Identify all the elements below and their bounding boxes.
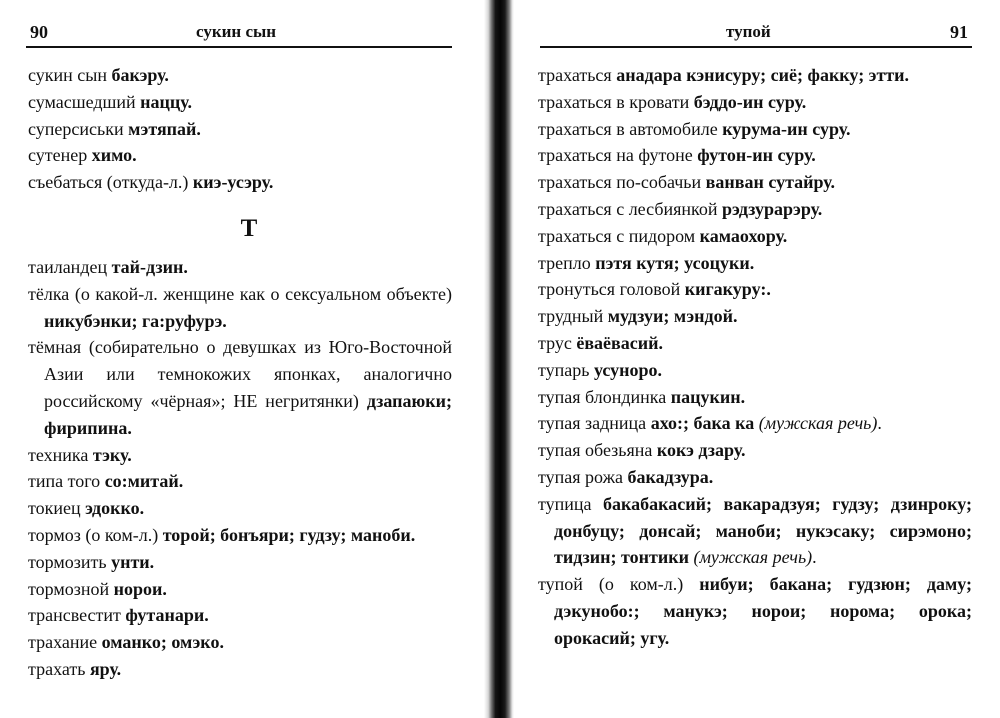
page-number: 91 [950, 22, 968, 42]
entry-term: суперсиськи [28, 118, 129, 139]
dictionary-entry [538, 437, 972, 464]
entry-translation: дзапаюки; фирипина. [44, 390, 452, 438]
dictionary-entry [28, 629, 452, 656]
dictionary-entry [28, 62, 452, 89]
dictionary-entry [28, 142, 452, 169]
entry-tail: . [812, 547, 817, 568]
entry-translation: бакадзура. [627, 466, 714, 487]
left-page [0, 0, 486, 718]
entry-term: тёлка (о какой-л. женщине как о сексуальном объекте) [28, 283, 452, 304]
entry-usage-note: (мужская речь) [758, 413, 878, 434]
entry-translation: кигакуру:. [684, 279, 771, 300]
entry-term: тормоз (о ком-л.) [28, 524, 163, 545]
entry-translation: торой; бонъяри; гудзу; маноби. [162, 524, 416, 545]
entry-term: трахаться [538, 65, 617, 85]
entry-translation: норои. [113, 578, 167, 599]
dictionary-entry [28, 281, 452, 335]
dictionary-entry [538, 464, 972, 491]
dictionary-entry [538, 491, 972, 571]
entry-translation: химо. [91, 145, 137, 166]
dictionary-entry [28, 116, 452, 143]
entry-term: сутенер [28, 145, 92, 166]
entry-term: трахаться с лесбиянкой [538, 198, 722, 219]
dictionary-entry [538, 116, 972, 143]
entry-term: тупарь [538, 359, 594, 380]
dictionary-entry [28, 602, 452, 629]
dictionary-entry [538, 62, 972, 89]
dictionary-entry [28, 576, 452, 603]
entry-translation: тэку. [92, 444, 132, 465]
entry-term: тупая обезьяна [538, 440, 657, 461]
dictionary-entry [28, 169, 452, 196]
entry-term: трансвестит [28, 605, 126, 626]
dictionary-entry [538, 330, 972, 357]
dictionary-entry [538, 357, 972, 384]
entry-translation: со:митай. [104, 471, 184, 492]
entry-term: таиландец [28, 256, 112, 277]
entry-translation: анадара кэнисуру; сиё; факку; этти. [616, 65, 910, 85]
entry-translation: нибуи; бакана; гудзюн; даму; дэкунобо:; манукэ; норои; норома; орока; орокасий; угу. [554, 574, 972, 648]
dictionary-entry [28, 89, 452, 116]
book-gutter [484, 0, 514, 718]
entry-term: техника [28, 444, 93, 465]
dictionary-entry [28, 334, 452, 441]
entry-translation: усуноро. [593, 359, 663, 380]
entry-term: трахать [28, 658, 90, 679]
dictionary-entry [538, 250, 972, 277]
entry-term: тупица [538, 493, 604, 514]
entry-term: трус [538, 332, 577, 353]
running-head: тупой [726, 22, 771, 41]
entry-translation: кокэ дзару. [656, 440, 746, 461]
dictionary-entry [28, 549, 452, 576]
entry-translation: мудзуи; мэндой. [607, 306, 738, 327]
dictionary-entry [538, 571, 972, 651]
entry-translation: мэтяпай. [128, 118, 201, 139]
dictionary-entry [538, 410, 972, 437]
entry-term: токиец [28, 498, 86, 519]
dictionary-entry [538, 384, 972, 411]
entry-term: трахаться с пидором [538, 225, 700, 246]
running-head: сукин сын [196, 22, 277, 41]
entry-translation: бакэру. [111, 65, 169, 85]
entry-term: тупая блондинка [538, 386, 671, 407]
entry-term: трахаться в кровати [538, 91, 694, 112]
page-number: 90 [30, 22, 48, 42]
entry-translation: камаохору. [699, 225, 788, 246]
entry-term: съебаться (откуда-л.) [28, 172, 193, 193]
entry-translation: эдокко. [85, 498, 145, 519]
dictionary-entry [28, 468, 452, 495]
entry-tail: . [877, 413, 882, 434]
dictionary-entry [538, 223, 972, 250]
left-entry-list [28, 62, 452, 683]
entry-term: тупой (о ком-л.) [538, 574, 700, 595]
entry-term: трепло [538, 252, 596, 273]
entry-translation: пацукин. [670, 386, 746, 407]
entry-term: типа того [28, 471, 105, 492]
entry-term: трахаться на футоне [538, 145, 698, 166]
entry-translation: унти. [111, 551, 155, 572]
entry-translation: киэ-усэру. [192, 172, 274, 193]
entry-translation: никубэнки; га:руфурэ. [44, 310, 227, 331]
entry-term: тронуться головой [538, 279, 685, 300]
section-letter-heading: Т [240, 214, 258, 242]
entry-term: трахаться по-собачьи [538, 172, 706, 193]
dictionary-entry [538, 89, 972, 116]
entry-translation: футон-ин суру. [697, 145, 816, 166]
entry-translation: наццу. [140, 91, 192, 112]
dictionary-entry [538, 276, 972, 303]
entry-translation: пэтя кутя; усоцуки. [595, 252, 755, 273]
entry-term: тупая задница [538, 413, 651, 434]
right-page-header [540, 20, 972, 48]
entry-translation: оманко; омэко. [101, 632, 224, 653]
entry-translation: бакабакасий; вакарадзуя; гудзу; дзинроку; донбуцу; донсай; маноби; нукэсаку; сирэмоно; тидзин; тонтики [554, 493, 972, 568]
entry-translation: ёваёвасий. [576, 332, 663, 353]
entry-term: тормозной [28, 578, 114, 599]
entry-term: тёмная (собирательно о девушках из Юго-Восточной Азии или темнокожих японках, аналогично российскому «чёрная»; НЕ негритянки) [28, 337, 452, 411]
right-page [512, 0, 1000, 718]
entry-term: сукин сын [28, 65, 112, 85]
entry-term: трахаться в автомобиле [538, 118, 723, 139]
dictionary-entry [28, 254, 452, 281]
entry-translation: ванван сутайру. [705, 172, 835, 193]
entry-usage-note: (мужская речь) [693, 547, 813, 568]
entry-translation: бэддо-ин суру. [693, 91, 807, 112]
entry-term: тормозить [28, 551, 112, 572]
entry-translation: рэдзурарэру. [722, 198, 823, 219]
dictionary-entry [28, 522, 452, 549]
dictionary-entry [28, 442, 452, 469]
left-page-header [26, 20, 452, 48]
dictionary-entry [28, 495, 452, 522]
entry-term: трудный [538, 306, 608, 327]
entry-translation: тай-дзин. [111, 256, 188, 277]
dictionary-entry [538, 169, 972, 196]
entry-term: сумасшедший [28, 91, 141, 112]
entry-term: трахание [28, 632, 102, 653]
entry-translation: яру. [89, 658, 122, 679]
dictionary-entry [538, 142, 972, 169]
entry-translation: курума-ин суру. [722, 118, 851, 139]
entry-translation: ахо:; бака ка [650, 413, 755, 434]
dictionary-entry [538, 196, 972, 223]
right-entry-list [538, 62, 972, 652]
dictionary-entry [28, 656, 452, 683]
dictionary-entry [538, 303, 972, 330]
entry-term: тупая рожа [538, 466, 628, 487]
entry-translation: футанари. [125, 605, 209, 626]
